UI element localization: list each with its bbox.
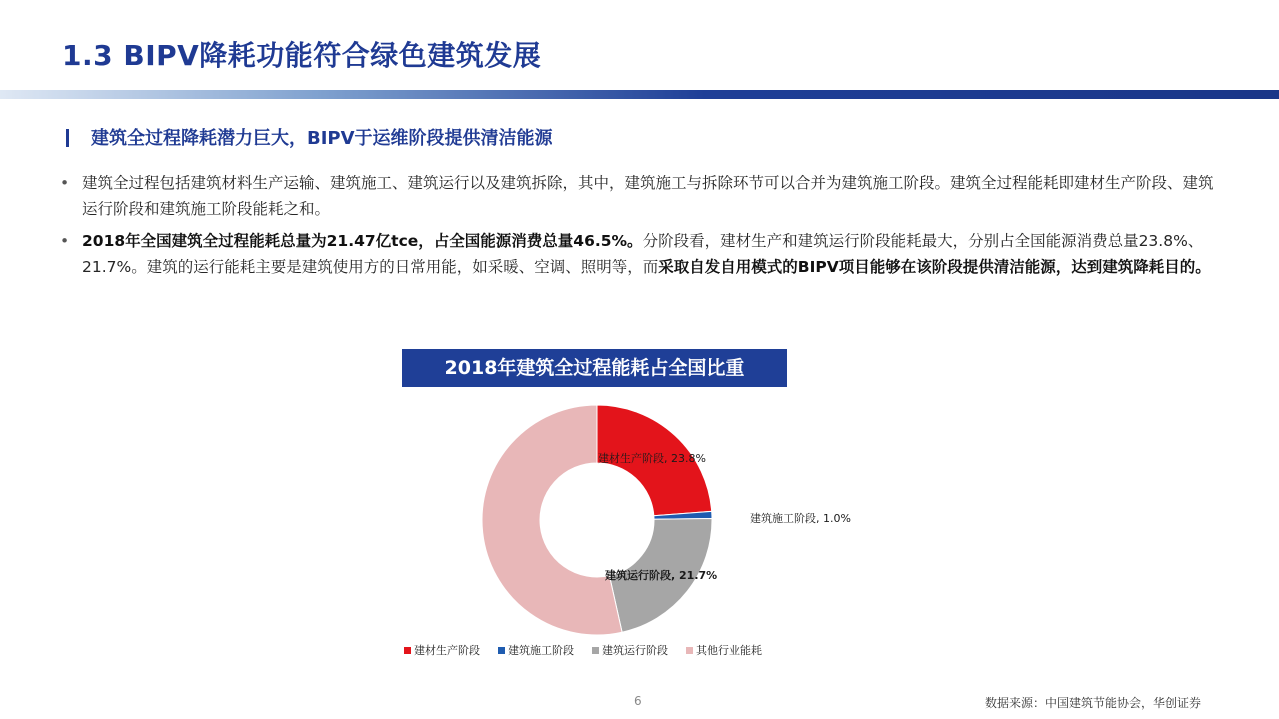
chart-legend — [404, 642, 762, 658]
legend-label: 其他行业能耗 — [696, 644, 762, 657]
legend-swatch — [686, 647, 693, 654]
legend-swatch — [592, 647, 599, 654]
legend-swatch — [498, 647, 505, 654]
chart-title: 2018年建筑全过程能耗占全国比重 — [402, 349, 787, 387]
legend-label: 建材生产阶段 — [414, 644, 480, 657]
section-subtitle-text: 建筑全过程降耗潜力巨大，BIPV于运维阶段提供清洁能源 — [91, 128, 553, 149]
bullet-2-bold-tail: 采取自发自用模式的BIPV项目能够在该阶段提供清洁能源，达到建筑降耗目的。 — [658, 258, 1211, 276]
data-label-construction: 建筑施工阶段, 1.0% — [750, 512, 851, 525]
legend-item-materials — [404, 642, 480, 658]
data-label-materials: 建材生产阶段, 23.8% — [598, 452, 706, 465]
bullet-dot: • — [60, 174, 70, 192]
data-label-operation: 建筑运行阶段, 21.7% — [605, 569, 718, 582]
legend-swatch — [404, 647, 411, 654]
legend-label: 建筑施工阶段 — [508, 644, 574, 657]
bullet-dot: • — [60, 232, 70, 250]
page-title: 1.3 BIPV降耗功能符合绿色建筑发展 — [62, 39, 542, 72]
bullet-2-text: 分阶段看，建材生产和建筑运行阶段能耗最大，分别占全国能源消费总量23.8%、21.7%。建筑的运行能耗主要是建筑使用方的日常用能，如采暖、空调、照明等，而 — [82, 232, 1204, 276]
legend-label: 建筑运行阶段 — [602, 644, 668, 657]
legend-item-construction — [498, 642, 574, 658]
data-source: 数据来源：中国建筑节能协会，华创证券 — [985, 696, 1202, 710]
bullet-2-bold-lead: 2018年全国建筑全过程能耗总量为21.47亿tce，占全国能源消费总量46.5%。 — [82, 232, 643, 250]
legend-item-other — [686, 642, 762, 658]
bullet-text-1: 建筑全过程包括建筑材料生产运输、建筑施工、建筑运行以及建筑拆除，其中，建筑施工与拆除环节可以合并为建筑施工阶段。建筑全过程能耗即建材生产阶段、建筑运行阶段和建筑施工阶段能耗之和。 — [82, 174, 1214, 218]
legend-item-operation — [592, 642, 668, 658]
page-number: 6 — [634, 694, 642, 708]
